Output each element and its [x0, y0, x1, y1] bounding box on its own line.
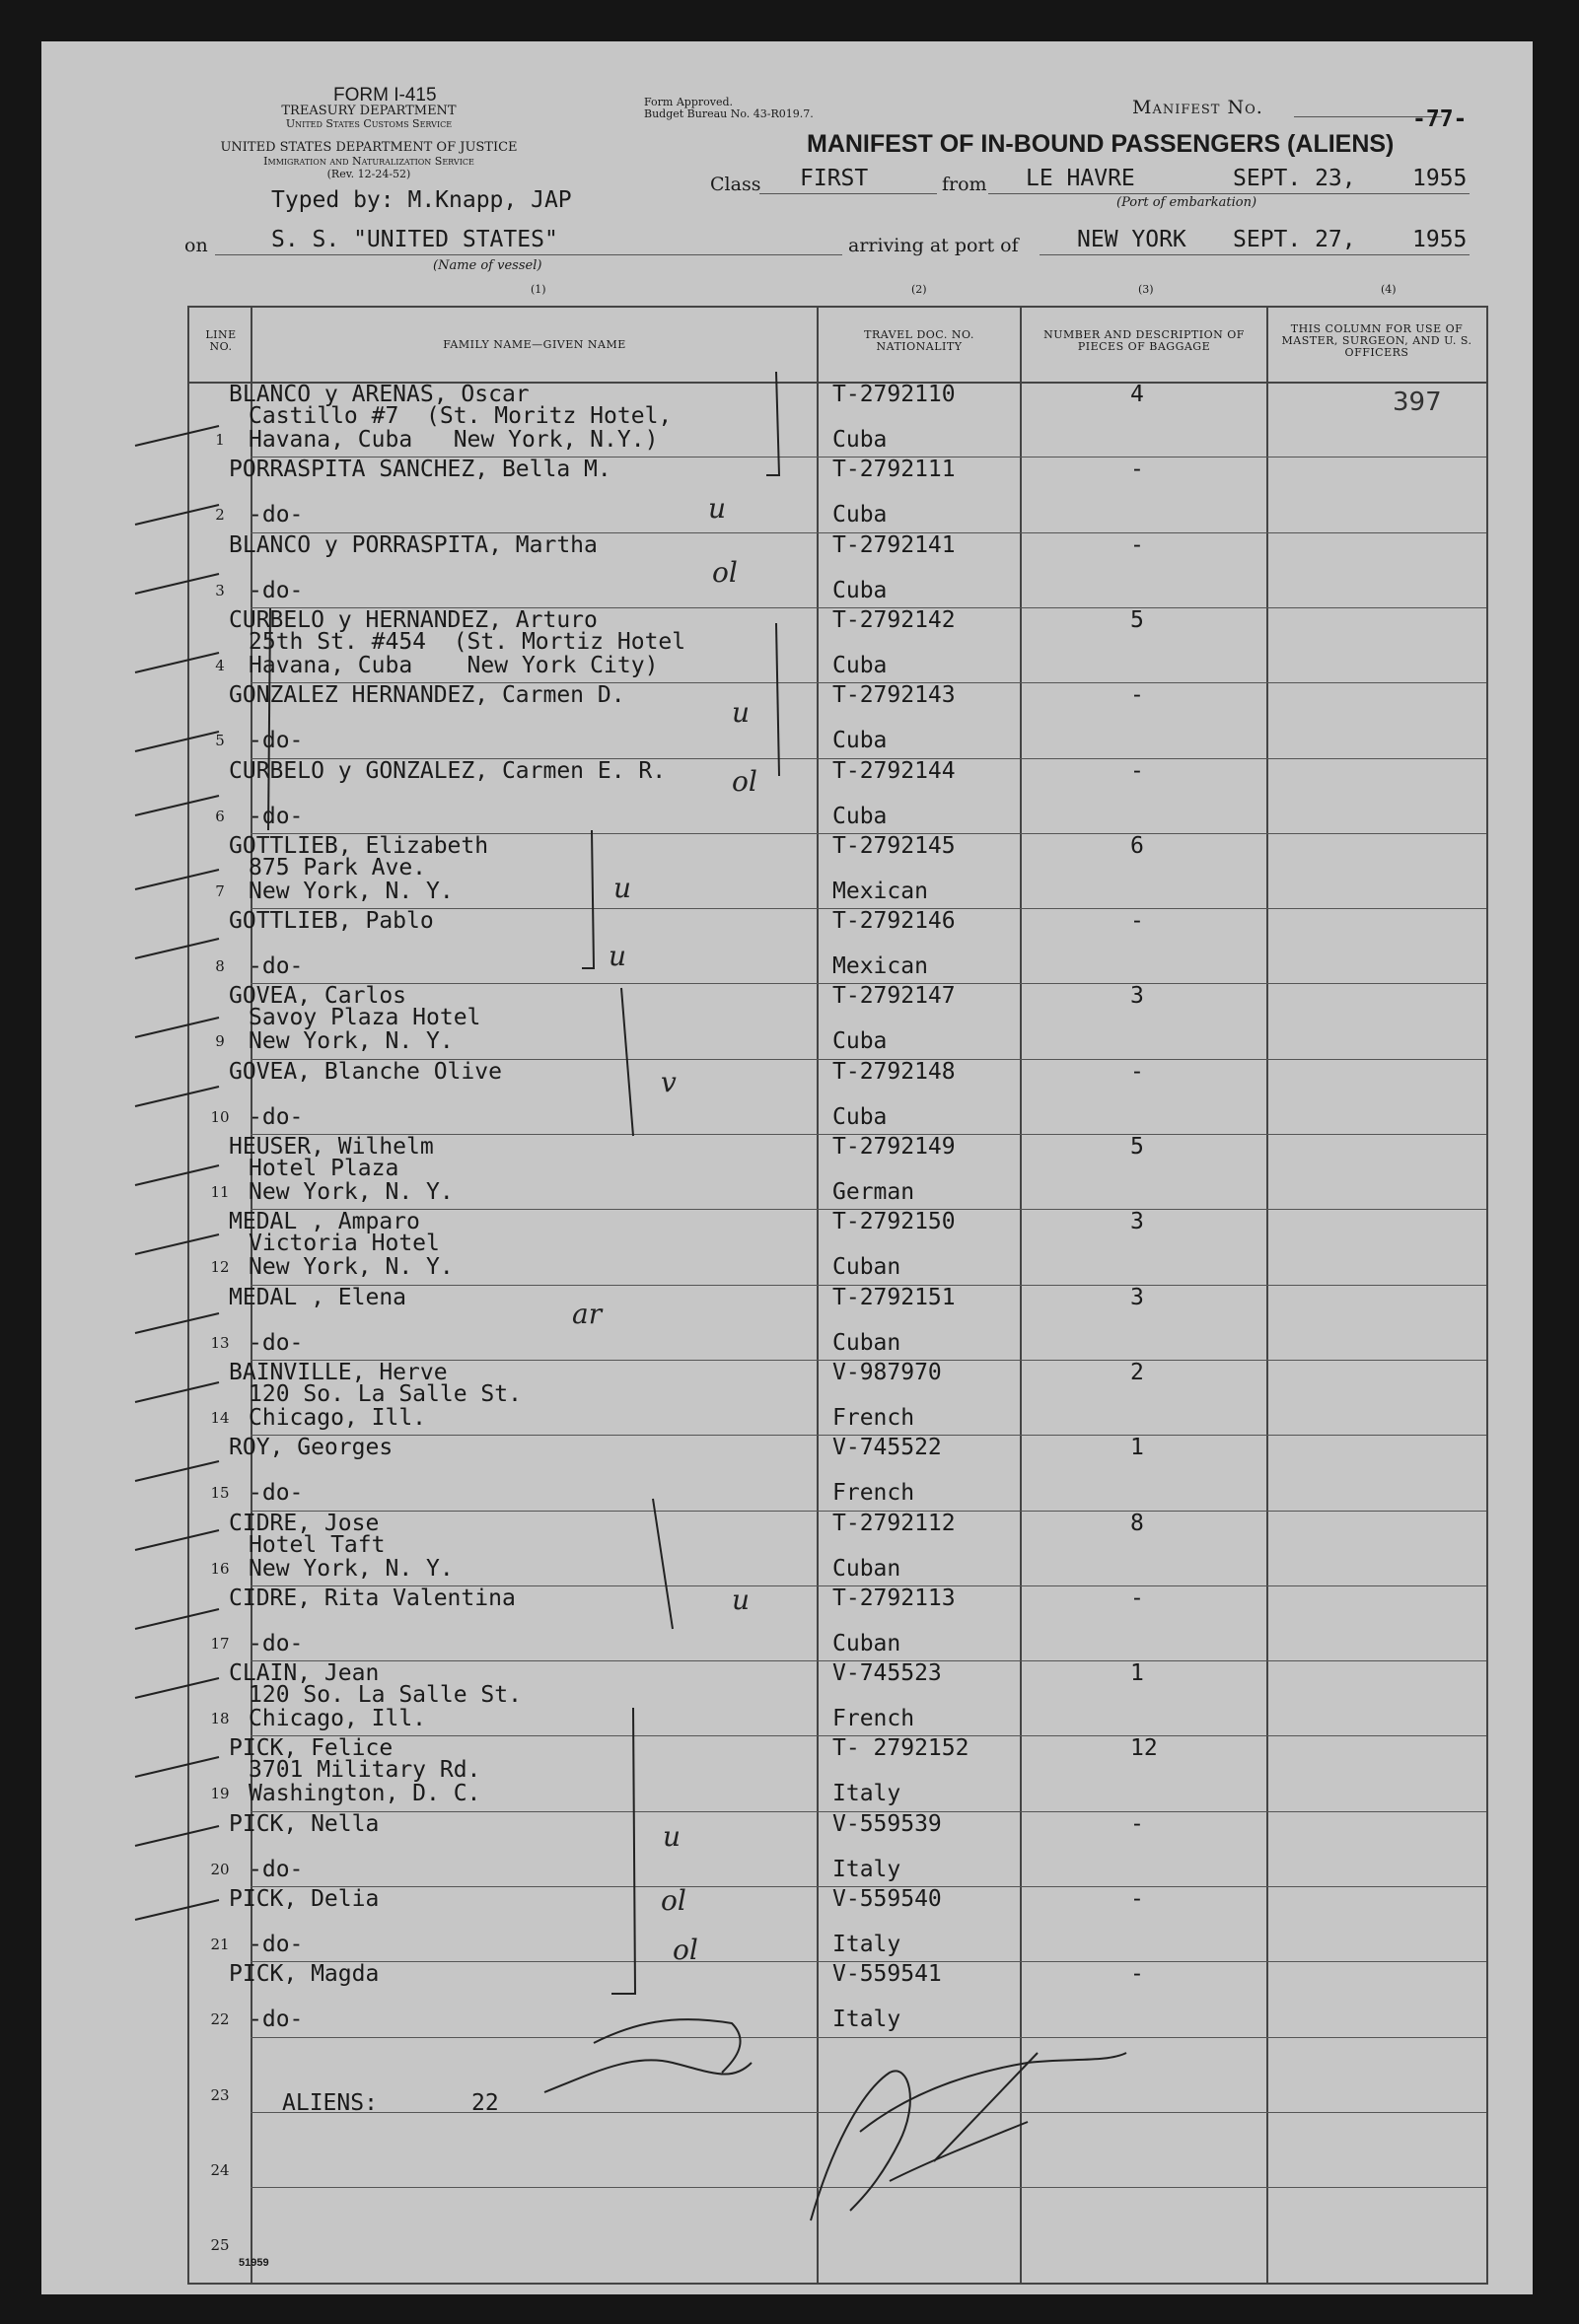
column-number-1: (1)	[531, 283, 546, 296]
agency-treasury: TREASURY DEPARTMENT	[281, 104, 457, 118]
aliens-total-label: ALIENS:	[282, 2090, 378, 2116]
passenger-address-line2: -do-	[249, 803, 304, 829]
passenger-address-line1: 25th St. #454 (St. Mortiz Hotel	[249, 628, 686, 655]
nationality: Italy	[832, 2007, 901, 2033]
passenger-address-line2: New York, N. Y.	[249, 1179, 454, 1205]
passenger-address-line2: -do-	[249, 1329, 304, 1356]
baggage-count: 4	[1130, 382, 1144, 407]
baggage-count: -	[1130, 457, 1144, 483]
svg-text:u: u	[708, 492, 727, 525]
passenger-name: PICK, Magda	[229, 1961, 380, 1988]
travel-document-number: V-987970	[832, 1359, 942, 1385]
passenger-address-line2: -do-	[249, 728, 304, 754]
travel-document-number: T-2792151	[832, 1284, 956, 1310]
passenger-name: BLANCO y PORRASPITA, Martha	[229, 531, 598, 558]
baggage-count: -	[1130, 1058, 1144, 1085]
from-label: from	[942, 174, 987, 195]
travel-document-number: T-2792142	[832, 606, 956, 633]
passenger-address-line1: 3701 Military Rd.	[249, 1757, 481, 1784]
line-number: 14	[210, 1408, 230, 1427]
baggage-count: -	[1130, 757, 1144, 784]
line-number: 25	[210, 2236, 230, 2255]
baggage-count: 3	[1130, 1209, 1144, 1235]
line-number: 8	[215, 957, 225, 976]
manifest-page	[41, 41, 1533, 2294]
travel-document-number: T-2792148	[832, 1058, 956, 1085]
page-title: MANIFEST OF IN-BOUND PASSENGERS (ALIENS)	[807, 130, 1395, 158]
nationality: Italy	[832, 1932, 901, 1957]
nationality: French	[832, 1404, 915, 1431]
aliens-total-count: 22	[471, 2090, 499, 2116]
travel-document-number: T-2792110	[832, 382, 956, 407]
line-number: 6	[215, 807, 225, 825]
vessel-caption: (Name of vessel)	[433, 258, 542, 273]
line-number: 22	[210, 2010, 230, 2029]
baggage-count: -	[1130, 1810, 1144, 1837]
baggage-count: 5	[1130, 606, 1144, 633]
passenger-address-line2: -do-	[249, 502, 304, 528]
baggage-count: 1	[1130, 1435, 1144, 1461]
line-number: 10	[210, 1107, 230, 1126]
agency-justice: UNITED STATES DEPARTMENT OF JUSTICE	[220, 140, 518, 155]
header-officers: THIS COLUMN FOR USE OF MASTER, SURGEON, AND U. S. OFFICERS	[1281, 322, 1472, 359]
svg-text:u: u	[663, 1820, 682, 1853]
line-number: 21	[210, 1936, 230, 1953]
passenger-name: CIDRE, Jose	[229, 1510, 380, 1536]
baggage-count: 2	[1130, 1359, 1144, 1385]
passenger-name: GOTTLIEB, Elizabeth	[229, 832, 489, 859]
travel-document-number: T-2792112	[832, 1510, 956, 1536]
passenger-address-line2: -do-	[249, 1480, 304, 1507]
passenger-name: GOTTLIEB, Pablo	[229, 908, 434, 935]
passenger-name: BAINVILLE, Herve	[229, 1359, 448, 1385]
svg-text:ol: ol	[712, 556, 738, 589]
agency-customs: United States Customs Service	[285, 117, 453, 130]
nationality: Cuba	[832, 427, 888, 453]
nationality: Italy	[832, 1781, 901, 1807]
line-number: 9	[215, 1032, 225, 1051]
passenger-address-line1: Savoy Plaza Hotel	[249, 1005, 481, 1031]
agency-ins: Immigration and Naturalization Service	[263, 155, 474, 168]
baggage-count: -	[1130, 682, 1144, 709]
arrival-port: NEW YORK	[1077, 227, 1186, 252]
line-number: 16	[210, 1559, 230, 1578]
embarkation-year: 1955	[1412, 166, 1468, 191]
travel-document-number: T-2792141	[832, 531, 956, 558]
svg-text:u: u	[732, 1584, 751, 1616]
nationality: Cuba	[832, 502, 888, 528]
embarkation-date: SEPT. 23,	[1233, 166, 1356, 191]
passenger-address-line2: -do-	[249, 1630, 304, 1656]
nationality: Cuba	[832, 652, 888, 678]
baggage-count: 12	[1130, 1735, 1158, 1762]
passenger-address-line1: 120 So. La Salle St.	[249, 1682, 522, 1709]
passenger-name: MEDAL , Elena	[229, 1284, 407, 1310]
passenger-name: CIDRE, Rita Valentina	[229, 1585, 516, 1611]
port-of-embarkation: LE HAVRE	[1026, 166, 1135, 191]
baggage-count: 3	[1130, 983, 1144, 1010]
line-number: 4	[215, 656, 225, 674]
nationality: Cuba	[832, 803, 888, 829]
baggage-count: -	[1130, 531, 1144, 558]
class-value: FIRST	[800, 166, 869, 191]
vessel-name: S. S. "UNITED STATES"	[271, 227, 558, 252]
passenger-address-line2: Chicago, Ill.	[249, 1404, 427, 1431]
svg-text:ol: ol	[661, 1884, 686, 1917]
passenger-address-line2: Washington, D. C.	[249, 1781, 481, 1807]
passenger-name: BLANCO y ARENAS, Oscar	[229, 382, 530, 407]
travel-document-number: T-2792147	[832, 983, 956, 1010]
manifest-label: Manifest No.	[1132, 97, 1263, 118]
travel-document-number: T-2792146	[832, 908, 956, 935]
baggage-count: -	[1130, 1886, 1144, 1912]
line-number: 5	[215, 732, 225, 750]
nationality: Italy	[832, 1856, 901, 1882]
passenger-address-line2: New York, N. Y.	[249, 878, 454, 904]
passenger-address-line2: -do-	[249, 1856, 304, 1882]
arrival-date: SEPT. 27,	[1233, 227, 1356, 252]
passenger-name: CLAIN, Jean	[229, 1660, 380, 1687]
travel-document-number: T-2792149	[832, 1134, 956, 1160]
handwritten-marks-layer	[41, 41, 1533, 2294]
passenger-address-line1: Hotel Taft	[249, 1531, 386, 1558]
travel-document-number: V-559539	[832, 1810, 942, 1837]
passenger-address-line2: Havana, Cuba New York, N.Y.)	[249, 427, 659, 453]
header-line-no: LINE NO.	[205, 328, 237, 353]
travel-document-number: V-559541	[832, 1961, 942, 1988]
baggage-count: -	[1130, 908, 1144, 935]
on-label: on	[184, 235, 208, 256]
form-revision: (Rev. 12-24-52)	[326, 168, 411, 180]
nationality: Cuba	[832, 1028, 888, 1055]
passenger-name: MEDAL , Amparo	[229, 1209, 420, 1235]
travel-document-number: V-745523	[832, 1660, 942, 1687]
passenger-address-line2: New York, N. Y.	[249, 1555, 454, 1582]
passenger-name: GONZALEZ HERNANDEZ, Carmen D.	[229, 682, 625, 709]
arrival-year: 1955	[1412, 227, 1468, 252]
passenger-address-line2: -do-	[249, 1932, 304, 1957]
nationality: French	[832, 1706, 915, 1732]
nationality: French	[832, 1480, 915, 1507]
passenger-address-line2: New York, N. Y.	[249, 1028, 454, 1055]
class-label: Class	[710, 174, 761, 195]
nationality: Mexican	[832, 953, 928, 980]
passenger-name: CURBELO y HERNANDEZ, Arturo	[229, 606, 598, 633]
arriving-label: arriving at port of	[848, 235, 1019, 256]
baggage-count: -	[1130, 1585, 1144, 1611]
baggage-count: 3	[1130, 1284, 1144, 1310]
baggage-count: -	[1130, 1961, 1144, 1988]
svg-text:ar: ar	[572, 1298, 603, 1330]
nationality: Cuban	[832, 1555, 901, 1582]
passenger-name: PICK, Delia	[229, 1886, 380, 1912]
nationality: Cuba	[832, 577, 888, 603]
line-number: 23	[210, 2085, 230, 2104]
line-number: 18	[210, 1710, 230, 1728]
passenger-address-line1: 120 So. La Salle St.	[249, 1380, 522, 1407]
line-number: 19	[210, 1785, 230, 1803]
line-number: 12	[210, 1258, 230, 1277]
nationality: German	[832, 1179, 915, 1205]
form-number: FORM I-415	[333, 85, 437, 106]
passenger-address-line1: Hotel Plaza	[249, 1156, 399, 1181]
passenger-address-line2: -do-	[249, 953, 304, 980]
line-number: 13	[210, 1333, 230, 1352]
svg-text:ol: ol	[673, 1934, 698, 1966]
line-number: 2	[215, 506, 225, 525]
nationality: Cuban	[832, 1329, 901, 1356]
svg-text:v: v	[661, 1066, 677, 1098]
typed-by: Typed by: M.Knapp, JAP	[271, 187, 572, 213]
travel-document-number: V-745522	[832, 1435, 942, 1461]
line-number: 15	[210, 1484, 230, 1503]
line-number: 11	[210, 1183, 230, 1201]
header-baggage: NUMBER AND DESCRIPTION OF PIECES OF BAGGAGE	[1043, 328, 1245, 353]
column-number-3: (3)	[1138, 283, 1154, 296]
passenger-name: PICK, Felice	[229, 1735, 394, 1762]
travel-document-number: T- 2792152	[832, 1735, 969, 1762]
baggage-count: 6	[1130, 832, 1144, 859]
passenger-name: PORRASPITA SANCHEZ, Bella M.	[229, 457, 611, 483]
passenger-name: ROY, Georges	[229, 1435, 394, 1461]
svg-text:ol: ol	[732, 765, 757, 798]
line-number: 7	[215, 881, 225, 900]
column-number-2: (2)	[911, 283, 927, 296]
svg-text:u: u	[613, 872, 632, 904]
travel-document-number: T-2792143	[832, 682, 956, 709]
nationality: Cuba	[832, 1103, 888, 1130]
port-embarkation-caption: (Port of embarkation)	[1116, 195, 1257, 210]
svg-text:u: u	[609, 940, 627, 972]
nationality: Cuban	[832, 1254, 901, 1281]
header-name: FAMILY NAME—GIVEN NAME	[443, 338, 626, 351]
officer-note: 397	[1393, 387, 1442, 417]
travel-document-number: T-2792113	[832, 1585, 956, 1611]
baggage-count: 1	[1130, 1660, 1144, 1687]
column-number-4: (4)	[1381, 283, 1397, 296]
budget-bureau: Budget Bureau No. 43-R019.7.	[644, 107, 814, 120]
travel-document-number: T-2792150	[832, 1209, 956, 1235]
passenger-name: CURBELO y GONZALEZ, Carmen E. R.	[229, 757, 667, 784]
passenger-address-line2: -do-	[249, 577, 304, 603]
form-approved: Form Approved.	[644, 96, 734, 108]
baggage-count: 8	[1130, 1510, 1144, 1536]
nationality: Cuban	[832, 1630, 901, 1656]
passenger-address-line2: -do-	[249, 1103, 304, 1130]
passenger-name: HEUSER, Wilhelm	[229, 1134, 434, 1160]
svg-text:u: u	[732, 696, 751, 729]
footer-code: 51959	[239, 2257, 269, 2269]
passenger-address-line1: Castillo #7 (St. Moritz Hotel,	[249, 403, 673, 429]
travel-document-number: T-2792111	[832, 457, 956, 483]
manifest-number: -77-	[1412, 106, 1468, 132]
nationality: Cuba	[832, 728, 888, 754]
line-number: 24	[210, 2160, 230, 2179]
passenger-address-line1: 875 Park Ave.	[249, 854, 427, 880]
travel-document-number: V-559540	[832, 1886, 942, 1912]
line-number: 17	[210, 1634, 230, 1653]
travel-document-number: T-2792144	[832, 757, 956, 784]
line-number: 1	[215, 431, 225, 449]
passenger-address-line2: -do-	[249, 2007, 304, 2033]
passenger-address-line2: Chicago, Ill.	[249, 1706, 427, 1732]
passenger-name: PICK, Nella	[229, 1810, 380, 1837]
passenger-name: GOVEA, Carlos	[229, 983, 407, 1010]
passenger-name: GOVEA, Blanche Olive	[229, 1058, 502, 1085]
line-number: 3	[215, 581, 225, 599]
nationality: Mexican	[832, 878, 928, 904]
travel-document-number: T-2792145	[832, 832, 956, 859]
passenger-address-line2: New York, N. Y.	[249, 1254, 454, 1281]
passenger-address-line2: Havana, Cuba New York City)	[249, 652, 659, 678]
baggage-count: 5	[1130, 1134, 1144, 1160]
passenger-address-line1: Victoria Hotel	[249, 1231, 440, 1257]
line-number: 20	[210, 1860, 230, 1878]
header-travel-doc: TRAVEL DOC. NO. NATIONALITY	[864, 328, 974, 353]
